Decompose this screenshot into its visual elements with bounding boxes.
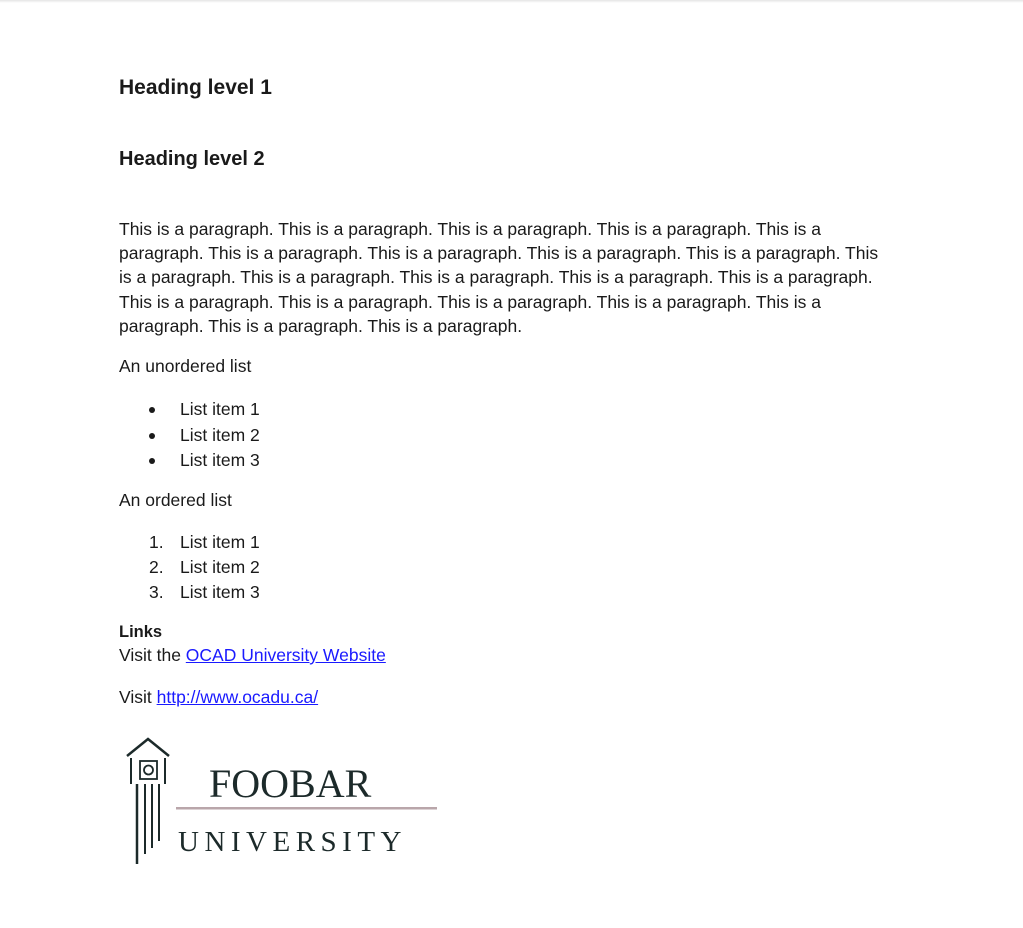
link-line-ocad [119,645,386,666]
list-item-label: List item 3 [180,582,260,602]
list-item-label: List item 2 [180,557,260,577]
list-item [119,530,260,555]
link-prefix: Visit [119,687,157,707]
tower-icon [127,739,169,864]
links-heading: Links [119,623,163,641]
bullet-icon [149,407,155,413]
unordered-list [119,397,260,474]
ordered-list-intro: An ordered list [119,490,232,510]
logo-university-text: UNIVERSITY [178,826,407,858]
bullet-icon [149,433,155,439]
logo-foobar-text: FOOBAR [209,761,372,806]
list-item [119,423,260,449]
foobar-university-logo [123,736,443,868]
list-item-number: 1. [149,532,164,552]
heading-level-1: Heading level 1 [119,76,272,99]
list-item-label: List item 1 [180,532,260,552]
list-item-number: 3. [149,582,164,602]
list-item-label: List item 1 [180,399,260,419]
ordered-list [119,530,260,605]
list-item [119,397,260,423]
heading-level-2: Heading level 2 [119,148,265,170]
list-item [119,580,260,605]
list-item [119,448,260,474]
paragraph: This is a paragraph. This is a paragraph. This is a paragraph. This is a paragraph. This is a paragraph. This is a paragraph. This is a paragraph. This is a paragraph. This is a paragraph. This is a paragraph. This is a paragraph. This is a paragraph. This is a paragraph. This is a paragraph. This is a paragraph. This is a paragraph. This is a paragraph. This is a paragraph. This is a paragraph. This is a paragraph. This is a paragraph. [119,219,879,336]
list-item [119,555,260,580]
list-item-label: List item 3 [180,450,260,470]
list-item-label: List item 2 [180,424,260,445]
ocad-website-link[interactable]: OCAD University Website [185,645,386,665]
ocadu-url-link[interactable]: http://www.ocadu.ca/ [156,687,319,707]
list-item-number: 2. [149,557,164,577]
logo-divider [176,807,437,810]
link-line-url [119,687,318,708]
link-prefix: Visit the [119,645,186,665]
window-top-edge [0,0,1023,3]
unordered-list-intro: An unordered list [119,356,252,376]
bullet-icon [149,458,155,464]
